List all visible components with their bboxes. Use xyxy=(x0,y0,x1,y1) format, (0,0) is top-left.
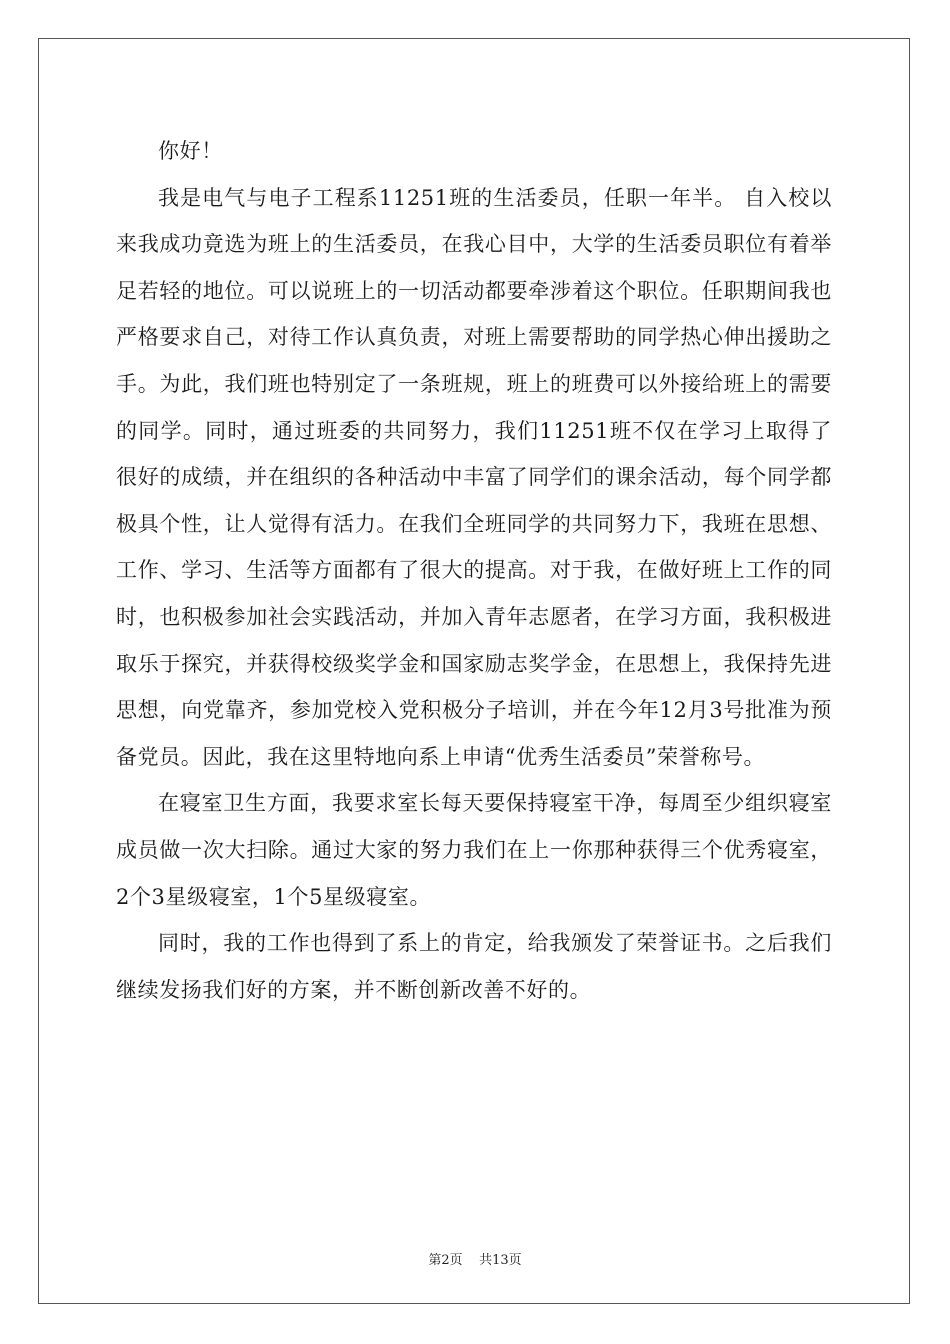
paragraph-dormitory: 在寝室卫生方面，我要求室长每天要保持寝室干净，每周至少组织寝室成员做一次大扫除。通过大家的努力我们在上一你那种获得三个优秀寝室，2个3星级寝室，1个5星级寝室。 xyxy=(116,791,832,909)
page-footer xyxy=(0,1249,950,1268)
page-number: 第2页 xyxy=(428,1253,463,1268)
paragraph-introduction: 我是电气与电子工程系11251班的生活委员，任职一年半。 自入校以来我成功竟选为班上的生活委员，在我心目中，大学的生活委员职位有着举足若轻的地位。可以说班上的一切活动都要牵涉着这个职位。任职期间我也严格要求自己，对待工作认真负责，对班上需要帮助的同学热心伸出援助之手。为此，我们班也特别定了一条班规，班上的班费可以外接给班上的需要的同学。同时，通过班委的共同努力，我们11251班不仅在学习上取得了很好的成绩，并在组织的各种活动中丰富了同学们的课余活动，每个同学都极具个性，让人觉得有活力。在我们全班同学的共同努力下，我班在思想、工作、学习、生活等方面都有了很大的提高。对于我，在做好班上工作的同时，也积极参加社会实践活动，并加入青年志愿者，在学习方面，我积极进取乐于探究，并获得校级奖学金和国家励志奖学金，在思想上，我保持先进思想，向党靠齐，参加党校入党积极分子培训，并在今年12月3号批准为预备党员。因此，我在这里特地向系上申请“优秀生活委员”荣誉称号。 xyxy=(116,185,832,769)
document-body xyxy=(116,128,832,1013)
page-total: 共13页 xyxy=(479,1253,522,1268)
paragraph-greeting: 你好！ xyxy=(158,139,223,163)
paragraph-conclusion: 同时，我的工作也得到了系上的肯定，给我颁发了荣誉证书。之后我们继续发扬我们好的方案，并不断创新改善不好的。 xyxy=(116,931,832,1002)
